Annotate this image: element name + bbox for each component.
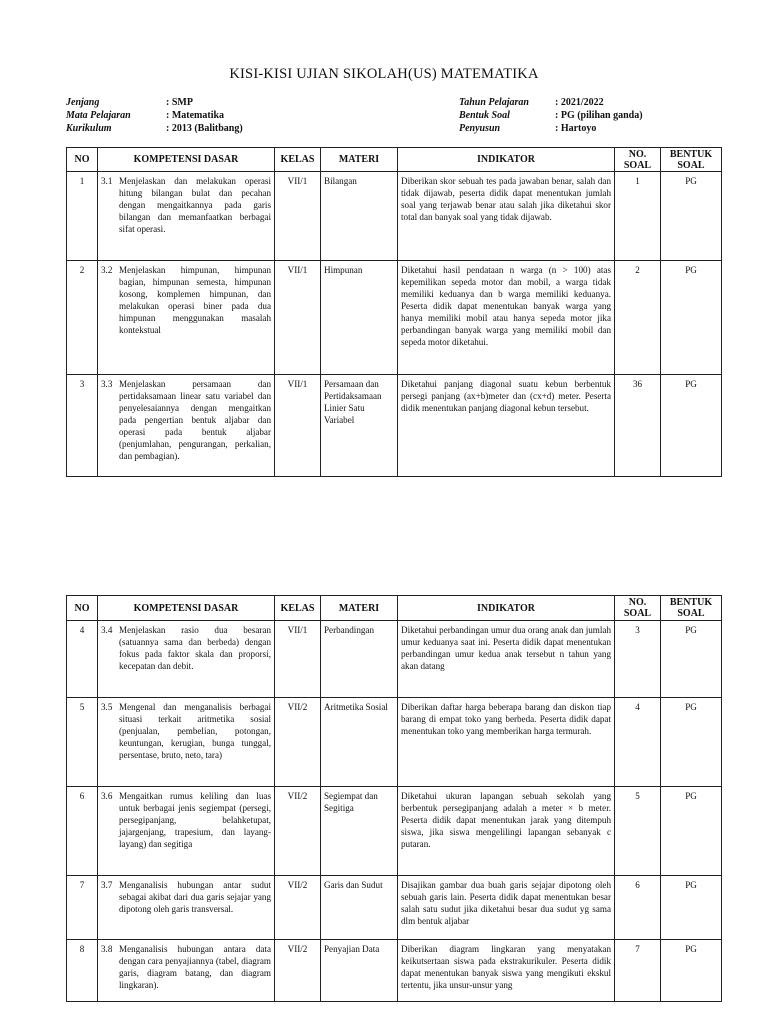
cell-no-soal: 2	[615, 261, 661, 375]
meta-value: : 2021/2022	[555, 97, 604, 108]
cell-bentuk-soal: PG	[661, 876, 722, 940]
col-header-materi: MATERI	[321, 596, 398, 621]
cell-no-soal: 5	[615, 787, 661, 876]
cell-kelas: VII/2	[275, 787, 321, 876]
meta-value: : Matematika	[166, 110, 225, 121]
meta-row-jenjang	[66, 96, 243, 109]
table-row	[67, 698, 722, 787]
kisi-table-1	[66, 147, 722, 477]
cell-indikator: Diberikan daftar harga beberapa barang dan diskon tiap barang di empat toko yang berbeda. Peserta didik dapat menentukan toko yang memberikan harga termurah.	[398, 698, 615, 787]
kd-text: Mengenal dan menganalisis berbagai situasi terkait aritmetika sosial (penjualan, pembelian, potongan, keuntungan, kerugian, bunga tunggal, persentase, bruto, neto, tara)	[119, 702, 271, 760]
table-row	[67, 940, 722, 1002]
cell-no-soal: 3	[615, 621, 661, 698]
cell-no: 7	[67, 876, 98, 940]
cell-indikator: Diketahui panjang diagonal suatu kebun berbentuk persegi panjang (ax+b)meter dan (cx+d) meter. Peserta didik menentukan panjang diagonal kebun tersebut.	[398, 375, 615, 477]
cell-kompetensi	[98, 876, 275, 940]
table-row	[67, 172, 722, 261]
cell-kompetensi	[98, 261, 275, 375]
cell-kompetensi	[98, 621, 275, 698]
col-header-indikator: INDIKATOR	[398, 596, 615, 621]
table-row	[67, 261, 722, 375]
cell-indikator: Diketahui hasil pendataan n warga (n > 100) atas kepemilikan sepeda motor dan mobil, a warga tidak memiliki keduanya dan b warga memiliki keduanya. Peserta didik dapat menentukan banyak warga yang hanya memiliki mobil atau hanya sepeda motor jika perbandingan banyak warga yang memiliki mobil dan sepeda motor diketahui.	[398, 261, 615, 375]
cell-bentuk-soal: PG	[661, 698, 722, 787]
cell-indikator: Diberikan skor sebuah tes pada jawaban benar, salah dan tidak dijawab, peserta didik dapat menentukan jumlah soal yang terjawab benar atau salah jika diketahui skor total dan banyak soal yang tidak dijawab.	[398, 172, 615, 261]
cell-kelas: VII/2	[275, 876, 321, 940]
kd-text: Menjelaskan dan melakukan operasi hitung bilangan bulat dan pecahan dengan mengaitkannya pada garis bilangan dan memanfaatkan berbagai sifat operasi.	[119, 176, 271, 234]
cell-indikator: Diketahui perbandingan umur dua orang anak dan jumlah umur keduanya saat ini. Peserta didik dapat menentukan perbandingan umur kedua anak tersebut n tahun yang akan datang	[398, 621, 615, 698]
cell-bentuk-soal: PG	[661, 940, 722, 1002]
cell-indikator: Diketahui ukuran lapangan sebuah sekolah yang berbentuk persegipanjang adalah a meter × b meter. Peserta didik dapat menentukan jarak yang ditempuh siswa, jika siswa mengelilingi lapangan sebanyak c putaran.	[398, 787, 615, 876]
kd-text: Mengaitkan rumus keliling dan luas untuk berbagai jenis segiempat (persegi, persegipanjang, belahketupat, jajargenjang, trapesium, dan layang-layang) dan segitiga	[119, 791, 271, 849]
col-header-no-soal: NO. SOAL	[615, 148, 661, 172]
cell-indikator: Diberikan diagram lingkaran yang menyatakan keikutsertaan siswa pada ekstrakurikuler. Peserta didik dapat menentukan banyak siswa yang mengikuti ekskul tertentu, jika unsur-unsur yang	[398, 940, 615, 1002]
cell-no: 3	[67, 375, 98, 477]
table-header-row	[67, 596, 722, 621]
kd-number: 3.8	[101, 944, 113, 954]
meta-key: Mata Pelajaran	[66, 110, 131, 121]
meta-row-bentuk-soal	[459, 109, 643, 122]
kd-text: Menjelaskan himpunan, himpunan bagian, himpunan semesta, himpunan kosong, komplemen himpunan, dan melakukan operasi biner pada dua himpunan menggunakan masalah kontekstual	[119, 265, 271, 335]
cell-bentuk-soal: PG	[661, 621, 722, 698]
cell-bentuk-soal: PG	[661, 172, 722, 261]
cell-no-soal: 7	[615, 940, 661, 1002]
meta-right	[459, 96, 643, 135]
col-header-kompetensi: KOMPETENSI DASAR	[98, 148, 275, 172]
cell-no-soal: 4	[615, 698, 661, 787]
cell-materi: Garis dan Sudut	[321, 876, 398, 940]
cell-kelas: VII/1	[275, 621, 321, 698]
meta-row-kurikulum	[66, 122, 243, 135]
meta-key: Jenjang	[66, 97, 100, 108]
col-header-bentuk-soal: BENTUK SOAL	[661, 148, 722, 172]
cell-materi: Himpunan	[321, 261, 398, 375]
kd-number: 3.2	[101, 265, 113, 275]
cell-bentuk-soal: PG	[661, 787, 722, 876]
cell-kompetensi	[98, 375, 275, 477]
cell-no: 5	[67, 698, 98, 787]
meta-row-mata-pelajaran	[66, 109, 243, 122]
cell-kelas: VII/2	[275, 940, 321, 1002]
kd-number: 3.6	[101, 791, 113, 801]
meta-value: : Hartoyo	[555, 123, 597, 134]
cell-kelas: VII/1	[275, 172, 321, 261]
meta-row-penyusun	[459, 122, 643, 135]
meta-row-tahun-pelajaran	[459, 96, 643, 109]
kisi-table-2	[66, 595, 722, 1002]
cell-no: 8	[67, 940, 98, 1002]
table-row	[67, 375, 722, 477]
meta-key: Bentuk Soal	[459, 110, 510, 121]
kd-text: Menjelaskan persamaan dan pertidaksamaan linear satu variabel dan penyelesaiannya dengan mengaitkan pada pengertian bentuk aljabar dan operasi pada bentuk aljabar (penjumlahan, pengurangan, perkalian, dan pembagian).	[119, 379, 271, 461]
kd-number: 3.4	[101, 625, 113, 635]
document-title: KISI-KISI UJIAN SIKOLAH(US) MATEMATIKA	[229, 66, 539, 82]
cell-no-soal: 36	[615, 375, 661, 477]
cell-no-soal: 6	[615, 876, 661, 940]
cell-materi: Persamaan dan Pertidaksamaan Linier Satu Variabel	[321, 375, 398, 477]
col-header-indikator: INDIKATOR	[398, 148, 615, 172]
meta-value: : SMP	[166, 97, 193, 108]
cell-kelas: VII/2	[275, 698, 321, 787]
kd-text: Menganalisis hubungan antara data dengan cara penyajiannya (tabel, diagram garis, diagram batang, dan diagram lingkaran).	[119, 944, 271, 990]
kd-number: 3.3	[101, 379, 113, 389]
meta-key: Penyusun	[459, 123, 501, 134]
meta-key: Tahun Pelajaran	[459, 97, 529, 108]
col-header-bentuk-soal: BENTUK SOAL	[661, 596, 722, 621]
cell-kelas: VII/1	[275, 375, 321, 477]
cell-kompetensi	[98, 172, 275, 261]
col-header-kelas: KELAS	[275, 596, 321, 621]
table-header-row	[67, 148, 722, 172]
cell-kompetensi	[98, 698, 275, 787]
table-row	[67, 876, 722, 940]
kd-number: 3.5	[101, 702, 113, 712]
cell-kompetensi	[98, 940, 275, 1002]
kd-text: Menganalisis hubungan antar sudut sebagai akibat dari dua garis sejajar yang dipotong oleh garis transversal.	[119, 880, 271, 914]
col-header-kelas: KELAS	[275, 148, 321, 172]
cell-materi: Perbandingan	[321, 621, 398, 698]
meta-key: Kurikulum	[66, 123, 112, 134]
col-header-kompetensi: KOMPETENSI DASAR	[98, 596, 275, 621]
meta-value: : 2013 (Balitbang)	[166, 123, 243, 134]
cell-no: 2	[67, 261, 98, 375]
meta-value: : PG (pilihan ganda)	[555, 110, 643, 121]
cell-no: 1	[67, 172, 98, 261]
table-row	[67, 621, 722, 698]
cell-materi: Segiempat dan Segitiga	[321, 787, 398, 876]
cell-bentuk-soal: PG	[661, 261, 722, 375]
cell-materi: Aritmetika Sosial	[321, 698, 398, 787]
col-header-no: NO	[67, 596, 98, 621]
cell-no: 6	[67, 787, 98, 876]
cell-no-soal: 1	[615, 172, 661, 261]
col-header-no: NO	[67, 148, 98, 172]
table-row	[67, 787, 722, 876]
kd-number: 3.1	[101, 176, 113, 186]
cell-kompetensi	[98, 787, 275, 876]
col-header-no-soal: NO. SOAL	[615, 596, 661, 621]
col-header-materi: MATERI	[321, 148, 398, 172]
cell-materi: Bilangan	[321, 172, 398, 261]
meta-left	[66, 96, 243, 135]
kd-number: 3.7	[101, 880, 113, 890]
kd-text: Menjelaskan rasio dua besaran (satuannya sama dan berbeda) dengan fokus pada faktor skala dan proporsi, kecepatan dan debit.	[119, 625, 271, 671]
cell-kelas: VII/1	[275, 261, 321, 375]
cell-no: 4	[67, 621, 98, 698]
cell-indikator: Disajikan gambar dua buah garis sejajar dipotong oleh sebuah garis lain. Peserta didik dapat menentukan besar salah satu sudut jika diketahui besar dua sudut yg sama dlm bentuk aljabar	[398, 876, 615, 940]
cell-materi: Penyajian Data	[321, 940, 398, 1002]
cell-bentuk-soal: PG	[661, 375, 722, 477]
